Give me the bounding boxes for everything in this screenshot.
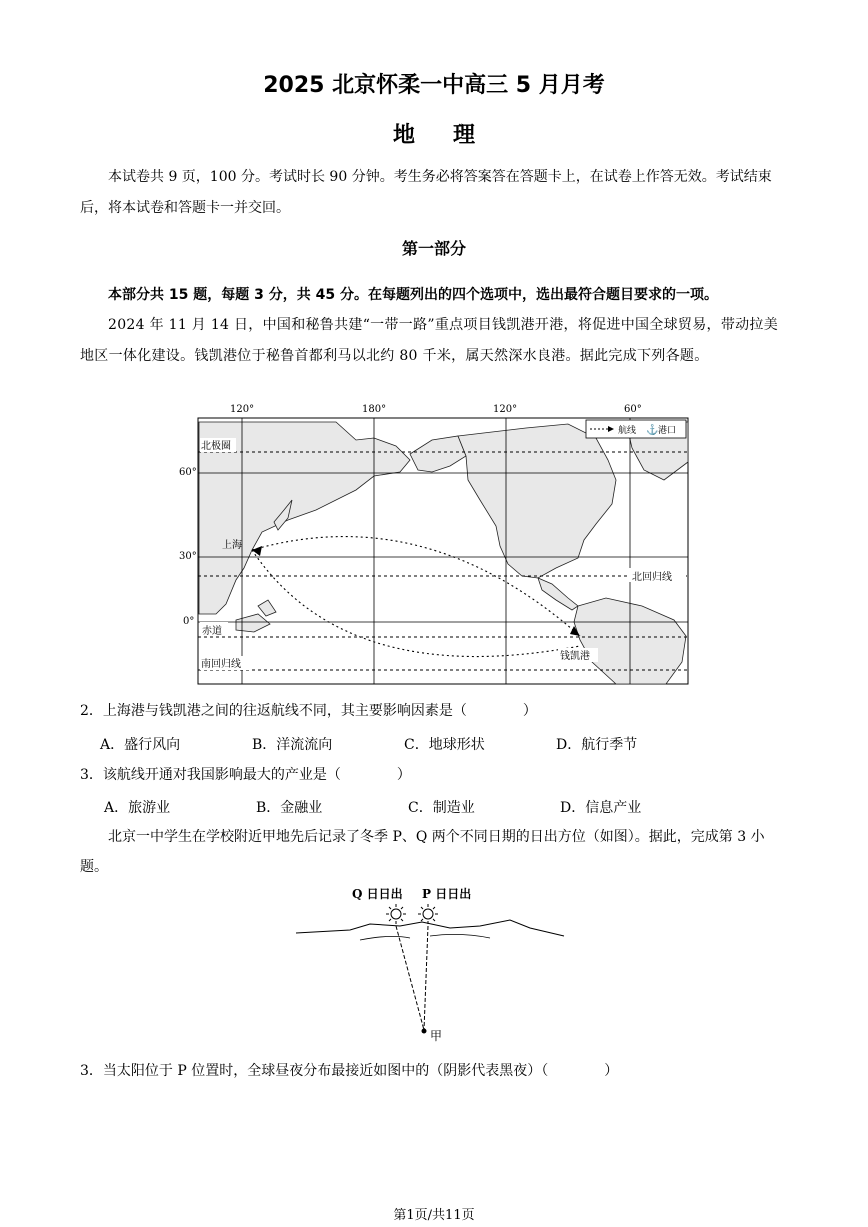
q2-option-d[interactable]: D．航行季节	[556, 737, 638, 753]
shanghai-label: 上海	[222, 540, 242, 551]
question-2-stem: 2．上海港与钱凯港之间的往返航线不同，其主要影响因素是（ ）	[80, 703, 537, 719]
legend-port-label: 港口	[658, 426, 677, 436]
tropic-cancer-label: 北回归线	[632, 572, 672, 583]
lon-label-60w: 60°	[624, 404, 642, 415]
question-3-stem: 3．该航线开通对我国影响最大的产业是（ ）	[80, 767, 411, 783]
section-title: 第一部分	[401, 239, 466, 258]
section-instruction: 本部分共 15 题，每题 3 分，共 45 分。在每题列出的四个选项中，选出最符合题目要求的一项。	[108, 287, 718, 303]
q2-option-b[interactable]: B．洋流流向	[252, 737, 333, 753]
p-sight-line	[424, 926, 428, 1030]
passage-2: 北京一中学生在学校附近甲地先后记录了冬季 P、Q 两个不同日期的日出方位（如图）。据此，完成第 3 小题。	[80, 829, 765, 875]
arctic-circle-label: 北极圈	[201, 441, 231, 452]
q2-option-c[interactable]: C．地球形状	[404, 737, 485, 753]
q3-option-b[interactable]: B．金融业	[256, 800, 323, 816]
question-3b-stem: 3．当太阳位于 P 位置时，全球昼夜分布最接近如图中的（阴影代表黑夜）（ ）	[80, 1063, 619, 1079]
lon-label-180: 180°	[362, 404, 387, 415]
anchor-icon: ⚓	[646, 425, 659, 436]
tropic-capricorn-label: 南回归线	[201, 659, 241, 670]
page-footer: 第1页/共11页	[393, 1208, 475, 1223]
equator-label: 赤道	[202, 626, 222, 637]
q3-option-a[interactable]: A．旅游业	[104, 800, 171, 816]
world-map-figure	[196, 400, 690, 688]
q3-option-c[interactable]: C．制造业	[408, 800, 475, 816]
q-sun-icon	[386, 904, 406, 924]
q-sight-line	[396, 926, 424, 1030]
p-sun-icon	[418, 904, 438, 924]
lon-label-120w: 120°	[493, 404, 518, 415]
q3-option-d[interactable]: D．信息产业	[560, 800, 642, 816]
p-sunrise-label: P 日日出	[422, 887, 472, 901]
passage-1: 2024 年 11 月 14 日，中国和秘鲁共建“一带一路”重点项目钱凯港开港，将促进中国全球贸易，带动拉美地区一体化建设。钱凯港位于秘鲁首都利马以北约 80 千米，属天然深水良港。据此完成下列各题。	[80, 317, 779, 364]
page-title: 2025 北京怀柔一中高三 5 月月考	[263, 73, 605, 98]
sunrise-diagram	[290, 880, 580, 1050]
observation-point-label: 甲	[430, 1029, 443, 1043]
question-3-options	[104, 797, 724, 817]
lat-label-60: 60°	[179, 467, 197, 478]
q2-option-a[interactable]: A．盛行风向	[100, 737, 181, 753]
lat-label-0: 0°	[183, 616, 195, 627]
lon-label-120e: 120°	[230, 404, 255, 415]
horizon-mountains	[296, 920, 564, 936]
observation-point	[422, 1029, 427, 1034]
q-sunrise-label: Q 日日出	[352, 887, 403, 901]
lat-label-30: 30°	[179, 551, 197, 562]
hill-lines	[360, 934, 490, 940]
legend-route-label: 航线	[618, 426, 637, 436]
subject-title: 地理	[392, 123, 513, 148]
intro-paragraph: 本试卷共 9 页，100 分。考试时长 90 分钟。考生务必将答案答在答题卡上，在试卷上作答无效。考试结束后，将本试卷和答题卡一并交回。	[80, 169, 772, 216]
question-2-options	[100, 734, 720, 754]
qiankai-label: 钱凯港	[560, 651, 590, 662]
